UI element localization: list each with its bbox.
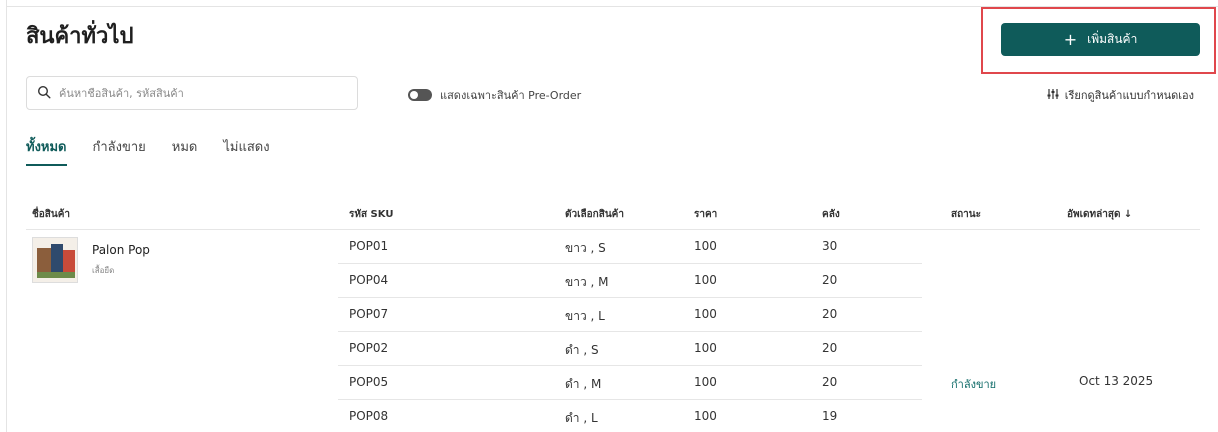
search-box[interactable] bbox=[26, 76, 358, 110]
table-row[interactable] bbox=[0, 229, 1218, 263]
stock-cell: 20 bbox=[822, 375, 838, 389]
variant-cell: ดำ , S bbox=[565, 343, 599, 357]
stock-cell: 20 bbox=[822, 273, 838, 287]
add-product-button-label: เพิ่มสินค้า bbox=[1087, 32, 1138, 46]
stock-cell: 19 bbox=[822, 409, 838, 423]
price-cell: 100 bbox=[694, 307, 717, 321]
sku-cell: POP04 bbox=[349, 273, 389, 287]
sku-cell: POP01 bbox=[349, 239, 389, 253]
sliders-icon bbox=[1047, 88, 1059, 103]
column-header-updated[interactable]: อัพเดทล่าสุด ↓ bbox=[1067, 209, 1133, 220]
table-row[interactable] bbox=[0, 263, 1218, 297]
price-cell: 100 bbox=[694, 239, 717, 253]
preorder-toggle[interactable] bbox=[408, 89, 432, 101]
column-header-sku[interactable]: รหัส SKU bbox=[349, 209, 394, 220]
column-header-name[interactable]: ชื่อสินค้า bbox=[32, 209, 71, 220]
stock-cell: 30 bbox=[822, 239, 838, 253]
status-tabs bbox=[26, 136, 270, 166]
table-row[interactable] bbox=[0, 297, 1218, 331]
tab-out-of-stock[interactable]: หมด bbox=[171, 140, 198, 155]
price-cell: 100 bbox=[694, 341, 717, 355]
sku-cell: POP02 bbox=[349, 341, 389, 355]
tab-hidden[interactable]: ไม่แสดง bbox=[223, 140, 270, 155]
price-cell: 100 bbox=[694, 409, 717, 423]
variant-cell: ขาว , L bbox=[565, 309, 605, 323]
tab-selling[interactable]: กำลังขาย bbox=[92, 140, 146, 155]
stock-cell: 20 bbox=[822, 307, 838, 321]
price-cell: 100 bbox=[694, 273, 717, 287]
search-icon bbox=[37, 84, 51, 103]
product-name[interactable]: Palon Pop bbox=[92, 243, 150, 257]
product-category: เสื้อยืด bbox=[92, 266, 115, 275]
variant-cell: ดำ , L bbox=[565, 411, 598, 425]
column-header-variant[interactable]: ตัวเลือกสินค้า bbox=[565, 209, 624, 220]
column-header-price[interactable]: ราคา bbox=[694, 209, 718, 220]
preorder-filter[interactable] bbox=[408, 86, 581, 104]
column-header-status[interactable]: สถานะ bbox=[951, 209, 981, 220]
status-badge: กำลังขาย bbox=[951, 378, 997, 391]
custom-sort-label: เรียกดูสินค้าแบบกำหนดเอง bbox=[1064, 89, 1194, 102]
search-input[interactable] bbox=[59, 87, 339, 100]
toggle-knob bbox=[410, 91, 418, 99]
column-header-stock[interactable]: คลัง bbox=[822, 209, 840, 220]
add-product-button[interactable] bbox=[1001, 23, 1200, 56]
variant-cell: ขาว , S bbox=[565, 241, 606, 255]
variant-cell: ดำ , M bbox=[565, 377, 602, 391]
table-row[interactable] bbox=[0, 331, 1218, 365]
variant-cell: ขาว , M bbox=[565, 275, 609, 289]
page-title: สินค้าทั่วไป bbox=[26, 24, 134, 49]
table-row[interactable] bbox=[0, 399, 1218, 432]
sku-cell: POP08 bbox=[349, 409, 389, 423]
plus-icon: + bbox=[1063, 29, 1078, 49]
updated-date: Oct 13 2025 bbox=[1079, 374, 1154, 388]
custom-sort-button[interactable] bbox=[1047, 86, 1194, 104]
sku-cell: POP07 bbox=[349, 307, 389, 321]
table-row[interactable] bbox=[0, 365, 1218, 399]
sku-cell: POP05 bbox=[349, 375, 389, 389]
tab-all[interactable]: ทั้งหมด bbox=[26, 136, 67, 166]
stock-cell: 20 bbox=[822, 341, 838, 355]
price-cell: 100 bbox=[694, 375, 717, 389]
preorder-toggle-label: แสดงเฉพาะสินค้า Pre-Order bbox=[440, 89, 582, 102]
